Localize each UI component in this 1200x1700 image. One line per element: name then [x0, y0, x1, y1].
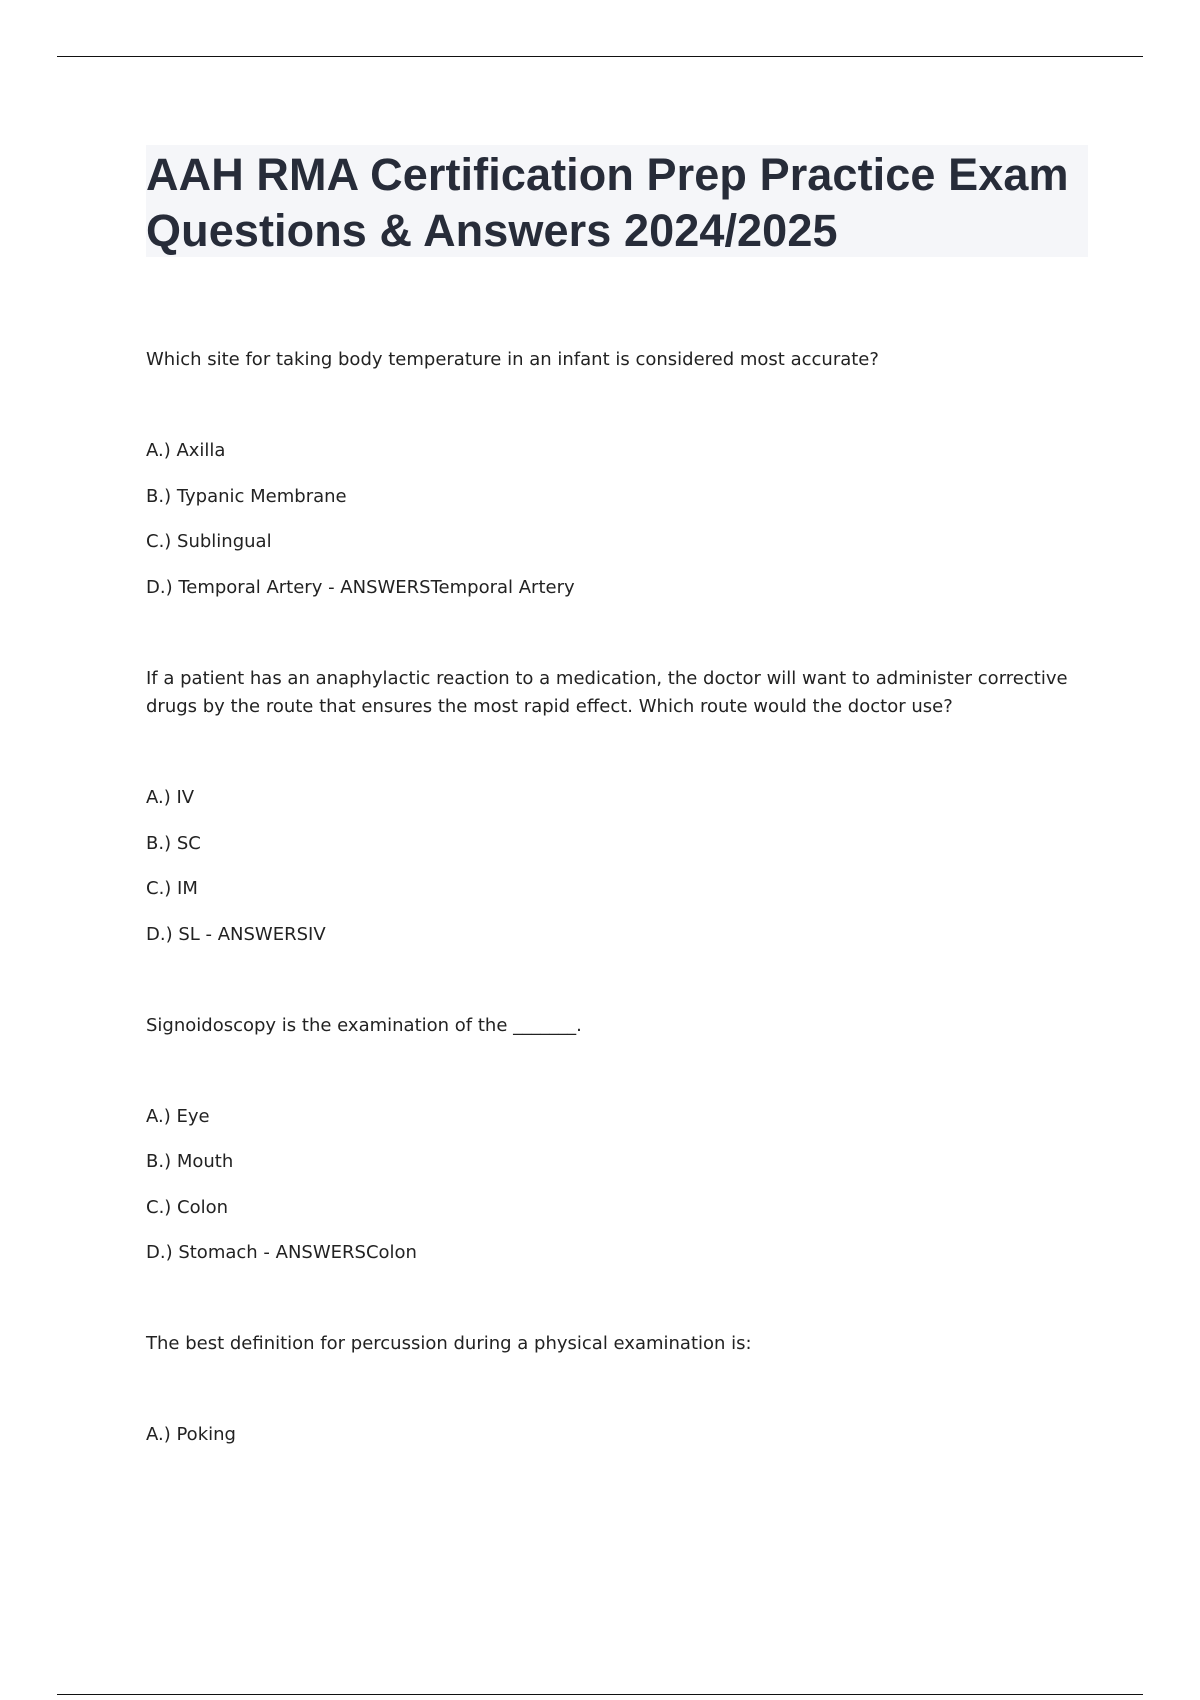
footer-rule — [57, 1694, 1143, 1695]
question-2-option-b: B.) SC — [146, 833, 201, 854]
question-3-option-d: D.) Stomach - ANSWERSColon — [146, 1242, 417, 1263]
question-3-option-c: C.) Colon — [146, 1197, 229, 1218]
question-3-option-b: B.) Mouth — [146, 1151, 234, 1172]
question-4-option-a: A.) Poking — [146, 1424, 236, 1445]
question-3-option-a: A.) Eye — [146, 1106, 210, 1127]
question-1-option-a: A.) Axilla — [146, 440, 226, 461]
question-4-prompt: The best definition for percussion during a physical examination is: — [146, 1333, 752, 1354]
title-block — [146, 145, 1088, 257]
question-1-prompt: Which site for taking body temperature in an infant is considered most accurate? — [146, 349, 879, 370]
question-2-option-a: A.) IV — [146, 787, 195, 808]
question-1-option-b: B.) Typanic Membrane — [146, 486, 347, 507]
question-2-option-c: C.) IM — [146, 878, 198, 899]
question-2-prompt: If a patient has an anaphylactic reaction to a medication, the doctor will want to administer corrective drugs by the route that ensures the most rapid effect. Which route would the doctor use? — [146, 668, 1068, 717]
question-1-option-d: D.) Temporal Artery - ANSWERSTemporal Artery — [146, 577, 575, 598]
question-3-prompt: Signoidoscopy is the examination of the _______. — [146, 1015, 582, 1036]
document-title: AAH RMA Certification Prep Practice Exam Questions & Answers 2024/2025 — [146, 149, 1069, 256]
question-2-option-d: D.) SL - ANSWERSIV — [146, 924, 326, 945]
header-rule — [57, 56, 1143, 57]
question-1-option-c: C.) Sublingual — [146, 531, 272, 552]
